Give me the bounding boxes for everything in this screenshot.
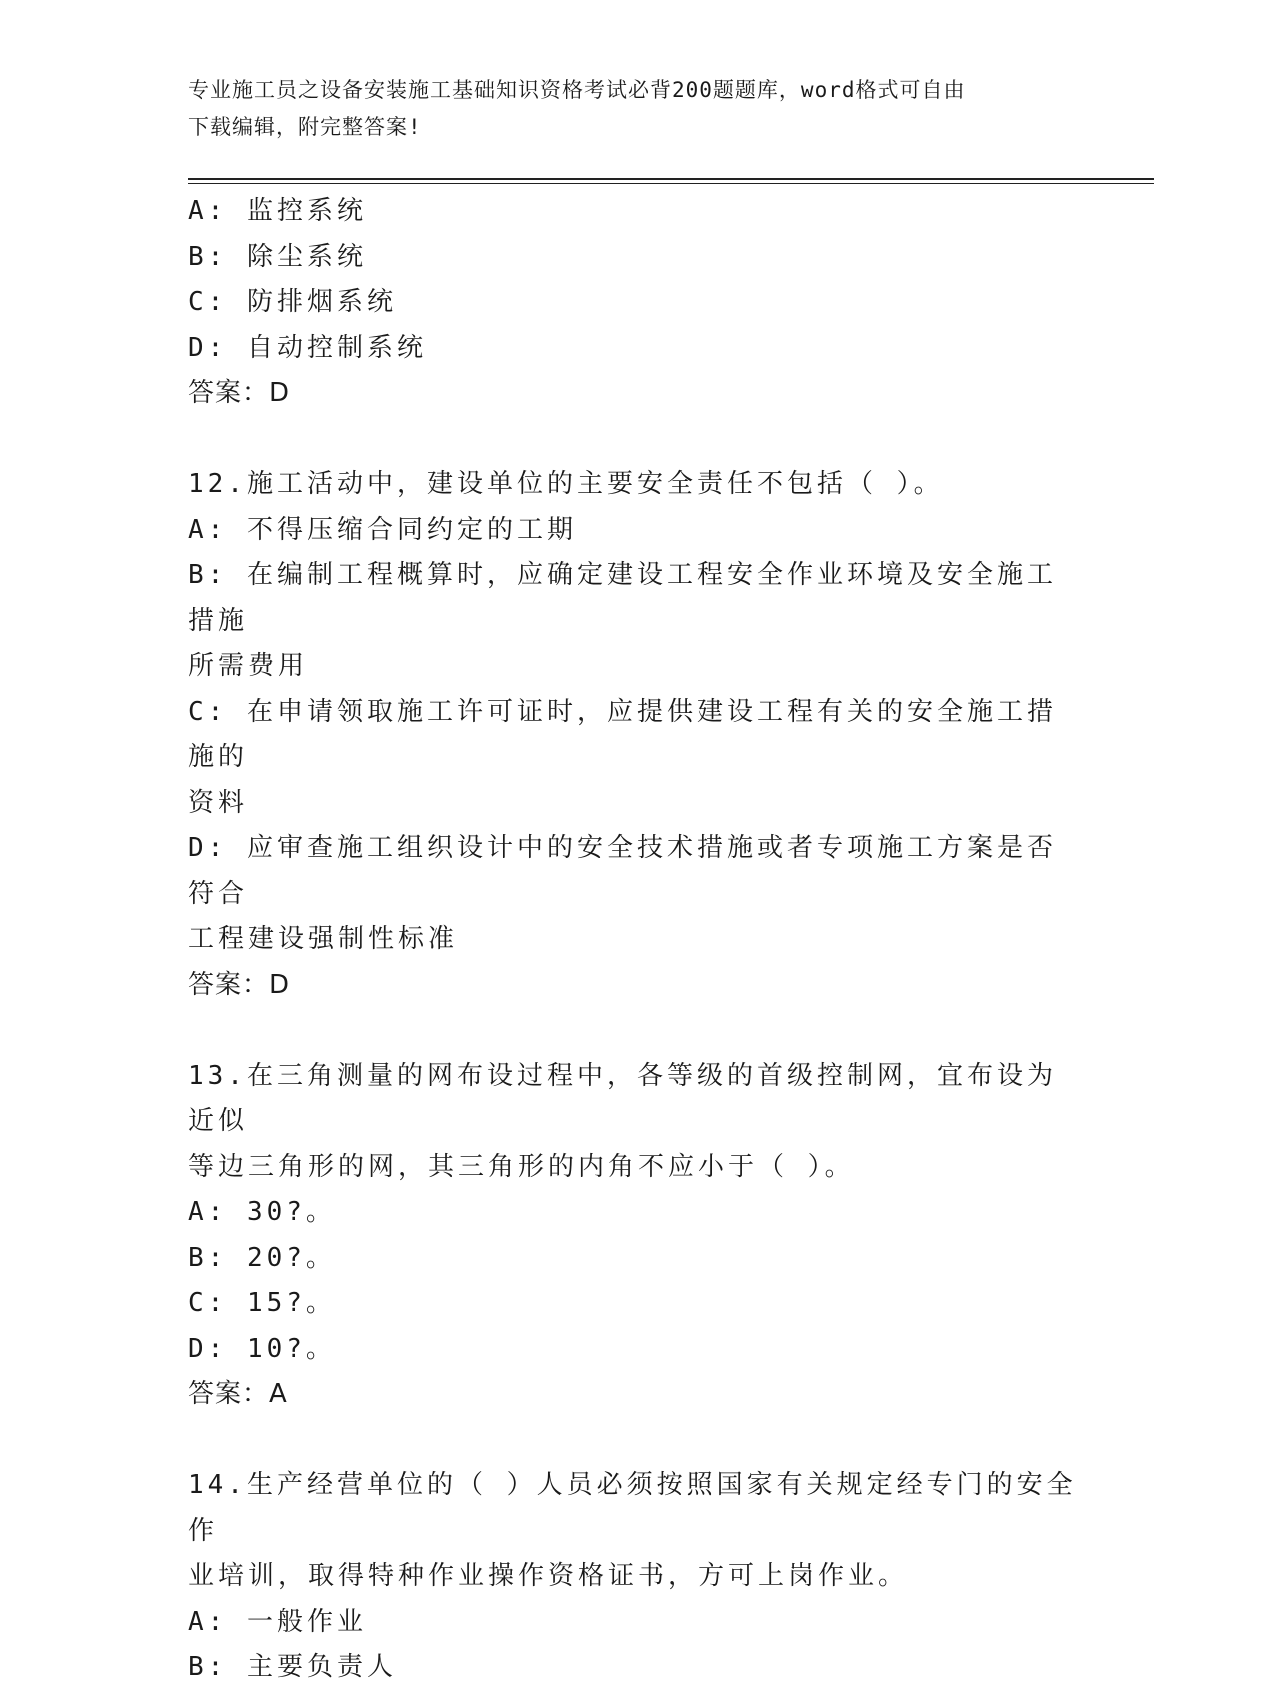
option-d: D: 应审查施工组织设计中的安全技术措施或者专项施工方案是否符合: [188, 833, 1057, 909]
option-d-continued: 工程建设强制性标准: [188, 924, 459, 954]
spacer: [188, 1008, 1078, 1054]
option-b: B: 主要负责人: [188, 1652, 397, 1682]
option-c: C: 防排烟系统: [188, 287, 397, 317]
header-divider-thick: [188, 178, 1154, 180]
question-stem: 14.生产经营单位的（ ）人员必须按照国家有关规定经专门的安全作: [188, 1470, 1077, 1546]
question-14: [188, 1463, 1078, 1691]
option-c-continued: 资料: [188, 787, 249, 818]
option-c: C: 15?。: [188, 1288, 336, 1318]
option-d: D: 自动控制系统: [188, 332, 427, 363]
option-d: D: 10?。: [188, 1333, 336, 1364]
answer-label: 答案：A: [188, 1379, 288, 1409]
option-a: A: 监控系统: [188, 196, 367, 226]
option-b: B: 20?。: [188, 1242, 336, 1273]
question-stem: 13.在三角测量的网布设过程中，各等级的首级控制网，宜布设为近似: [188, 1060, 1057, 1136]
question-13: [188, 1054, 1078, 1418]
option-a: A: 一般作业: [188, 1606, 367, 1637]
question-list: [188, 189, 1078, 1691]
question-11: [188, 189, 1078, 417]
option-a: A: 不得压缩合同约定的工期: [188, 514, 577, 545]
document-header: [188, 72, 1078, 146]
question-stem-continued: 业培训，取得特种作业操作资格证书，方可上岗作业。: [188, 1561, 909, 1591]
answer-label: 答案：D: [188, 378, 291, 408]
answer-label: 答案：D: [188, 969, 291, 1000]
question-stem: 12.施工活动中，建设单位的主要安全责任不包括（ ）。: [188, 469, 944, 499]
option-c: C: 在申请领取施工许可证时，应提供建设工程有关的安全施工措施的: [188, 696, 1057, 772]
header-divider-thin: [188, 183, 1154, 184]
option-a: A: 30?。: [188, 1197, 336, 1227]
option-b: B: 除尘系统: [188, 241, 367, 272]
header-line-1: 专业施工员之设备安装施工基础知识资格考试必背200题题库，word格式可自由: [188, 78, 966, 102]
spacer: [188, 1418, 1078, 1464]
spacer: [188, 417, 1078, 463]
option-b: B: 在编制工程概算时，应确定建设工程安全作业环境及安全施工措施: [188, 560, 1057, 636]
header-line-2: 下载编辑，附完整答案!: [188, 115, 422, 139]
question-stem-continued: 等边三角形的网，其三角形的内角不应小于（ ）。: [188, 1151, 855, 1182]
option-b-continued: 所需费用: [188, 651, 309, 681]
question-12: [188, 462, 1078, 1008]
